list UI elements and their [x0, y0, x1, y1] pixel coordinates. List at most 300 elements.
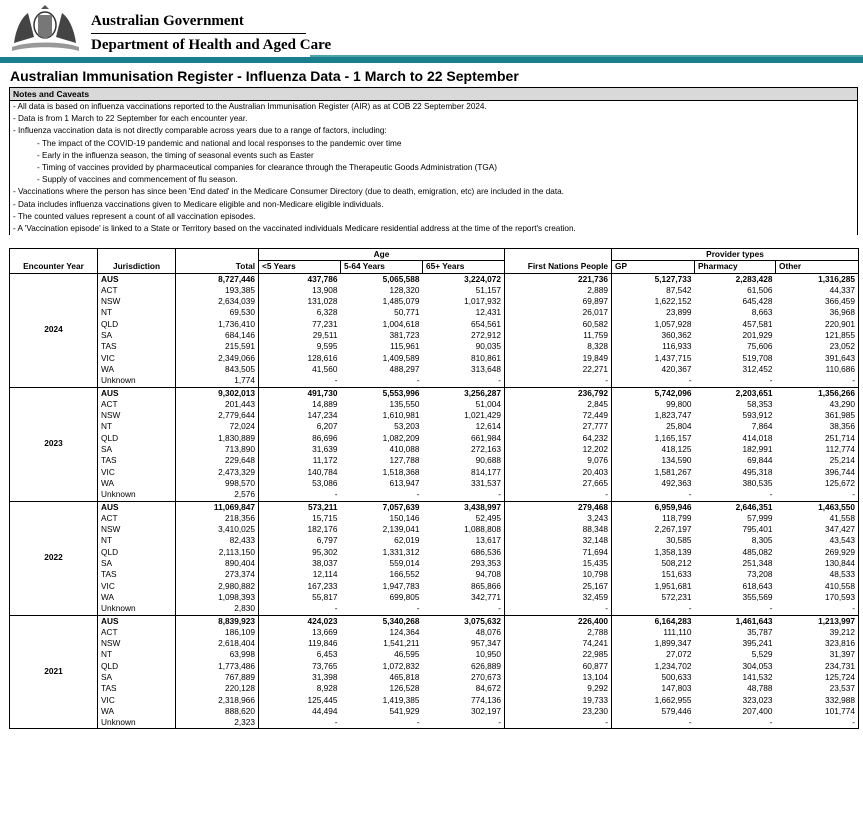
value-cell: - — [259, 489, 341, 501]
value-cell: 61,506 — [747, 284, 773, 295]
jurisdiction-cell: WA — [98, 478, 176, 489]
table-row — [10, 592, 859, 603]
jurisdiction-cell: VIC — [98, 353, 176, 364]
value-cell: 323,816 — [776, 638, 859, 649]
jurisdiction-cell: WA — [98, 706, 176, 717]
value-cell: 101,774 — [776, 706, 859, 717]
value-cell: 1,057,928 — [654, 318, 692, 329]
value-cell: 1,213,997 — [776, 615, 859, 627]
note-line: - Data includes influenza vaccinations given to Medicare eligible and non-Medicare eligible individuals. — [13, 199, 384, 209]
value-cell: 13,908 — [312, 284, 338, 295]
value-cell: 410,558 — [776, 581, 859, 592]
value-cell: 63,998 — [176, 649, 259, 660]
value-cell: 572,231 — [661, 591, 692, 602]
table-row — [10, 706, 859, 717]
value-cell: 48,533 — [776, 569, 859, 580]
value-cell: 342,771 — [423, 592, 505, 603]
value-cell: 64,232 — [505, 433, 612, 444]
value-cell: 1,088,808 — [423, 524, 505, 535]
value-cell: 2,618,404 — [176, 638, 259, 649]
value-cell: 88,348 — [505, 524, 612, 535]
value-cell: 1,234,702 — [654, 660, 692, 671]
value-cell: 12,431 — [423, 307, 505, 318]
value-cell: - — [695, 375, 776, 387]
table-row — [10, 547, 859, 558]
value-cell: 2,283,428 — [695, 273, 776, 285]
value-cell: 99,800 — [666, 398, 692, 409]
value-cell: 1,437,715 — [654, 352, 692, 363]
value-cell: 2,318,966 — [176, 695, 259, 706]
table-row — [10, 455, 859, 466]
value-cell: 12,114 — [312, 569, 338, 580]
value-cell: 26,017 — [505, 307, 612, 318]
table-row — [10, 558, 859, 569]
table-row — [10, 627, 859, 638]
value-cell: - — [423, 603, 505, 615]
value-cell: 74,241 — [505, 638, 612, 649]
value-cell: 699,805 — [389, 591, 420, 602]
header-teal-bar — [0, 57, 863, 63]
provider-group-header: Provider types — [612, 249, 859, 261]
value-cell: 48,076 — [423, 627, 505, 638]
value-cell: 51,004 — [423, 399, 505, 410]
value-cell: 1,622,152 — [654, 296, 692, 307]
value-cell: 1,082,209 — [382, 432, 420, 443]
value-cell: 25,214 — [776, 455, 859, 466]
value-cell: 684,146 — [176, 330, 259, 341]
value-cell: 890,404 — [176, 558, 259, 569]
table-row — [10, 661, 859, 672]
value-cell: 8,839,923 — [176, 615, 259, 627]
value-cell: 31,398 — [312, 671, 338, 682]
table-row — [10, 353, 859, 364]
value-cell: 29,511 — [312, 330, 338, 341]
value-cell: 229,648 — [176, 455, 259, 466]
note-line: - Data is from 1 March to 22 September for each encounter year. — [13, 114, 248, 124]
value-cell: 1,098,393 — [176, 592, 259, 603]
value-cell: 5,742,096 — [612, 387, 695, 399]
value-cell: 44,494 — [312, 705, 338, 716]
value-cell: 72,449 — [505, 410, 612, 421]
value-cell: 332,988 — [776, 695, 859, 706]
value-cell: 135,550 — [389, 398, 420, 409]
value-cell: 9,595 — [316, 341, 338, 352]
value-cell: 182,991 — [742, 444, 773, 455]
value-cell: - — [259, 717, 341, 729]
value-cell: 661,984 — [423, 433, 505, 444]
value-cell: 53,086 — [312, 477, 338, 488]
value-cell: 654,561 — [423, 319, 505, 330]
jurisdiction-cell: SA — [98, 672, 176, 683]
value-cell: 519,708 — [742, 352, 773, 363]
value-cell: 73,208 — [747, 569, 773, 580]
value-cell: - — [695, 717, 776, 729]
value-cell: 12,202 — [505, 444, 612, 455]
value-cell: 82,433 — [176, 535, 259, 546]
value-cell: 420,367 — [661, 363, 692, 374]
value-cell: 2,779,644 — [176, 410, 259, 421]
jurisdiction-cell: QLD — [98, 547, 176, 558]
value-cell: 424,023 — [259, 615, 341, 627]
value-cell: 147,234 — [307, 410, 338, 421]
value-cell: 50,771 — [394, 307, 420, 318]
value-cell: 313,648 — [423, 364, 505, 375]
value-cell: 62,019 — [394, 535, 420, 546]
value-cell: 2,139,041 — [382, 524, 420, 535]
notes-and-caveats — [9, 87, 858, 235]
value-cell: 626,889 — [423, 661, 505, 672]
value-cell: 20,403 — [505, 467, 612, 478]
value-cell: 182,176 — [307, 524, 338, 535]
page-header — [0, 0, 863, 62]
value-cell: 201,929 — [742, 330, 773, 341]
value-cell: - — [505, 603, 612, 615]
value-cell: 414,018 — [742, 432, 773, 443]
value-cell: - — [341, 717, 423, 729]
value-cell: - — [259, 375, 341, 387]
note-line: - Influenza vaccination data is not directly comparable across years due to a range of factors, including: — [13, 126, 387, 136]
value-cell: 2,980,882 — [176, 581, 259, 592]
value-cell: 221,736 — [505, 273, 612, 285]
value-cell: 58,353 — [747, 398, 773, 409]
value-cell: 1,409,589 — [382, 352, 420, 363]
value-cell: 11,172 — [312, 455, 338, 466]
value-cell: 51,157 — [423, 285, 505, 296]
value-cell: 774,136 — [423, 695, 505, 706]
col-5-64: 5-64 Years — [341, 261, 423, 273]
value-cell: 150,146 — [389, 512, 420, 523]
value-cell: 465,818 — [389, 671, 420, 682]
table-row — [10, 285, 859, 296]
table-row — [10, 399, 859, 410]
value-cell: 15,715 — [312, 512, 338, 523]
value-cell: - — [612, 717, 695, 729]
value-cell: 1,662,955 — [654, 694, 692, 705]
value-cell: 1,316,285 — [776, 273, 859, 285]
value-cell: 1,823,747 — [654, 410, 692, 421]
value-cell: - — [505, 375, 612, 387]
jurisdiction-cell: Unknown — [98, 717, 176, 729]
value-cell: 75,606 — [747, 341, 773, 352]
value-cell: 795,401 — [742, 524, 773, 535]
note-line: - The counted values represent a count of all vaccination episodes. — [13, 211, 256, 221]
value-cell: 226,400 — [505, 615, 612, 627]
col-other: Other — [776, 261, 859, 273]
value-cell: 508,212 — [661, 558, 692, 569]
value-cell: - — [341, 375, 423, 387]
value-cell: 86,696 — [312, 432, 338, 443]
value-cell: 84,672 — [423, 683, 505, 694]
table-row — [10, 672, 859, 683]
value-cell: 613,947 — [389, 477, 420, 488]
value-cell: 10,950 — [423, 649, 505, 660]
value-cell: 90,688 — [423, 455, 505, 466]
value-cell: 3,410,025 — [176, 524, 259, 535]
value-cell: 119,846 — [308, 638, 338, 649]
value-cell: 55,817 — [312, 591, 338, 602]
table-row — [10, 319, 859, 330]
value-cell: - — [423, 375, 505, 387]
header-blank — [10, 249, 98, 261]
jurisdiction-cell: TAS — [98, 341, 176, 352]
value-cell: 10,798 — [505, 569, 612, 580]
value-cell: 272,163 — [423, 444, 505, 455]
value-cell: 251,348 — [742, 558, 773, 569]
value-cell: 8,727,446 — [176, 273, 259, 285]
table-row — [10, 433, 859, 444]
value-cell: 1,774 — [176, 375, 259, 387]
table-row — [10, 569, 859, 580]
value-cell: 69,897 — [505, 296, 612, 307]
value-cell: 6,453 — [316, 649, 338, 660]
table-row — [10, 581, 859, 592]
value-cell: 1,461,643 — [695, 615, 776, 627]
table-row — [10, 638, 859, 649]
value-cell: 1,610,981 — [382, 410, 420, 421]
value-cell: 23,230 — [505, 706, 612, 717]
jurisdiction-cell: SA — [98, 444, 176, 455]
value-cell: 1,419,385 — [382, 694, 420, 705]
value-cell: 8,305 — [751, 535, 773, 546]
table-row — [10, 444, 859, 455]
value-cell: 130,844 — [776, 558, 859, 569]
value-cell: 302,197 — [423, 706, 505, 717]
jurisdiction-cell: ACT — [98, 627, 176, 638]
col-encounter-year: Encounter Year — [10, 261, 98, 273]
col-total: Total — [176, 261, 259, 273]
value-cell: 270,673 — [423, 672, 505, 683]
value-cell: 1,736,410 — [176, 319, 259, 330]
value-cell: 116,933 — [662, 341, 692, 352]
value-cell: - — [612, 489, 695, 501]
value-cell: 495,318 — [742, 466, 773, 477]
value-cell: 90,035 — [423, 341, 505, 352]
value-cell: 1,356,266 — [776, 387, 859, 399]
value-cell: 36,968 — [776, 307, 859, 318]
value-cell: - — [695, 603, 776, 615]
col-under-5: <5 Years — [259, 261, 341, 273]
value-cell: 60,582 — [505, 319, 612, 330]
value-cell: 1,485,079 — [382, 296, 420, 307]
value-cell: 347,427 — [776, 524, 859, 535]
value-cell: 39,212 — [776, 627, 859, 638]
jurisdiction-cell: Unknown — [98, 489, 176, 501]
value-cell: - — [423, 717, 505, 729]
value-cell: 11,759 — [505, 330, 612, 341]
table-body — [10, 273, 859, 729]
value-cell: 12,614 — [423, 421, 505, 432]
value-cell: 1,463,550 — [776, 501, 859, 513]
value-cell: 593,912 — [742, 410, 773, 421]
jurisdiction-cell: Unknown — [98, 375, 176, 387]
jurisdiction-cell: WA — [98, 592, 176, 603]
value-cell: 381,723 — [389, 330, 420, 341]
value-cell: 2,845 — [505, 399, 612, 410]
value-cell: 2,646,351 — [695, 501, 776, 513]
value-cell: 2,576 — [176, 489, 259, 501]
value-cell: - — [776, 489, 859, 501]
value-cell: 395,241 — [742, 638, 773, 649]
jurisdiction-cell: NSW — [98, 410, 176, 421]
value-cell: 218,356 — [176, 513, 259, 524]
value-cell: 7,864 — [751, 421, 773, 432]
value-cell: 1,358,139 — [654, 546, 692, 557]
notes-heading: Notes and Caveats — [10, 88, 857, 101]
col-first-nations: First Nations People — [505, 261, 612, 273]
jurisdiction-cell: ACT — [98, 399, 176, 410]
value-cell: 366,459 — [776, 296, 859, 307]
value-cell: 77,231 — [312, 318, 338, 329]
jurisdiction-cell: TAS — [98, 683, 176, 694]
value-cell: 3,256,287 — [423, 387, 505, 399]
value-cell: 19,733 — [505, 695, 612, 706]
value-cell: 3,224,072 — [423, 273, 505, 285]
value-cell: 128,320 — [389, 284, 420, 295]
value-cell: 1,541,211 — [383, 638, 420, 649]
value-cell: 57,999 — [747, 512, 773, 523]
table-row — [10, 603, 859, 615]
value-cell: 1,072,832 — [382, 660, 420, 671]
value-cell: 13,617 — [423, 535, 505, 546]
value-cell: 9,302,013 — [176, 387, 259, 399]
header-blank — [98, 249, 176, 261]
value-cell: 69,530 — [176, 307, 259, 318]
report-title: Australian Immunisation Register - Influenza Data - 1 March to 22 September — [10, 68, 519, 84]
value-cell: 111,110 — [663, 626, 692, 637]
value-cell: - — [505, 717, 612, 729]
value-cell: 215,591 — [176, 341, 259, 352]
value-cell: 5,553,996 — [341, 387, 423, 399]
value-cell: 457,581 — [742, 318, 773, 329]
value-cell: 147,803 — [661, 683, 692, 694]
value-cell: 1,331,312 — [382, 546, 420, 557]
value-cell: 15,435 — [505, 558, 612, 569]
value-cell: 559,014 — [389, 558, 420, 569]
value-cell: 5,529 — [751, 649, 773, 660]
jurisdiction-cell: NT — [98, 421, 176, 432]
value-cell: 1,581,267 — [654, 466, 692, 477]
table-row — [10, 717, 859, 729]
value-cell: 60,877 — [505, 661, 612, 672]
value-cell: 272,912 — [423, 330, 505, 341]
value-cell: 35,787 — [747, 626, 773, 637]
value-cell: 418,125 — [661, 444, 692, 455]
value-cell: 131,028 — [307, 296, 338, 307]
value-cell: 485,082 — [742, 546, 773, 557]
value-cell: 6,164,283 — [612, 615, 695, 627]
value-cell: 126,528 — [389, 683, 420, 694]
jurisdiction-cell: NT — [98, 649, 176, 660]
value-cell: 1,021,429 — [423, 410, 505, 421]
table-row — [10, 341, 859, 352]
table-row — [10, 513, 859, 524]
value-cell: 6,797 — [316, 535, 338, 546]
jurisdiction-cell: NSW — [98, 638, 176, 649]
jurisdiction-cell: NT — [98, 307, 176, 318]
value-cell: 391,643 — [776, 353, 859, 364]
value-cell: 1,773,486 — [176, 661, 259, 672]
encounter-year-cell: 2024 — [10, 273, 98, 387]
value-cell: 1,004,618 — [382, 318, 420, 329]
value-cell: 73,765 — [312, 660, 338, 671]
jurisdiction-cell: QLD — [98, 661, 176, 672]
value-cell: 361,985 — [776, 410, 859, 421]
value-cell: 201,443 — [176, 399, 259, 410]
government-title: Australian Government — [91, 13, 244, 29]
value-cell: 2,634,039 — [176, 296, 259, 307]
value-cell: - — [341, 489, 423, 501]
encounter-year-cell: 2023 — [10, 387, 98, 501]
value-cell: 2,203,651 — [695, 387, 776, 399]
value-cell: 396,744 — [776, 467, 859, 478]
note-line: - Timing of vaccines provided by pharmaceutical companies for clearance through the Therapeutic Goods Administration (TGA) — [37, 162, 497, 172]
value-cell: 579,446 — [661, 705, 692, 716]
jurisdiction-cell: VIC — [98, 695, 176, 706]
value-cell: 48,788 — [747, 683, 773, 694]
value-cell: 3,438,997 — [423, 501, 505, 513]
value-cell: 220,128 — [176, 683, 259, 694]
value-cell: 44,337 — [776, 285, 859, 296]
value-cell: 124,364 — [389, 626, 420, 637]
value-cell: 957,347 — [423, 638, 505, 649]
value-cell: 112,774 — [776, 444, 859, 455]
value-cell: 273,374 — [176, 569, 259, 580]
value-cell: 2,473,329 — [176, 467, 259, 478]
table-row — [10, 615, 859, 627]
value-cell: 541,929 — [389, 705, 420, 716]
value-cell: 500,633 — [661, 671, 692, 682]
value-cell: 2,349,066 — [176, 353, 259, 364]
value-cell: 2,889 — [505, 285, 612, 296]
value-cell: 234,731 — [776, 661, 859, 672]
value-cell: 5,340,268 — [341, 615, 423, 627]
value-cell: 32,148 — [505, 535, 612, 546]
value-cell: 686,536 — [423, 547, 505, 558]
table-row — [10, 683, 859, 694]
value-cell: 767,889 — [176, 672, 259, 683]
value-cell: 31,639 — [312, 444, 338, 455]
table-row — [10, 467, 859, 478]
value-cell: 6,328 — [316, 307, 338, 318]
value-cell: 220,901 — [776, 319, 859, 330]
encounter-year-cell: 2021 — [10, 615, 98, 729]
value-cell: 998,570 — [176, 478, 259, 489]
value-cell: 843,505 — [176, 364, 259, 375]
note-line: - Supply of vaccines and commencement of flu season. — [37, 175, 238, 185]
value-cell: 53,203 — [394, 421, 420, 432]
value-cell: 94,708 — [423, 569, 505, 580]
value-cell: 1,165,157 — [654, 432, 692, 443]
value-cell: 167,233 — [307, 580, 338, 591]
value-cell: 13,669 — [312, 626, 338, 637]
jurisdiction-cell: AUS — [98, 501, 176, 513]
value-cell: 27,777 — [505, 421, 612, 432]
value-cell: 6,959,946 — [612, 501, 695, 513]
value-cell: 814,177 — [423, 467, 505, 478]
value-cell: 3,243 — [505, 513, 612, 524]
value-cell: 865,866 — [423, 581, 505, 592]
influenza-data-table — [9, 248, 859, 729]
value-cell: - — [259, 603, 341, 615]
jurisdiction-cell: QLD — [98, 433, 176, 444]
value-cell: 8,928 — [316, 683, 338, 694]
jurisdiction-cell: SA — [98, 330, 176, 341]
value-cell: 151,633 — [661, 569, 692, 580]
header-divider — [91, 33, 306, 34]
value-cell: 9,292 — [505, 683, 612, 694]
value-cell: 323,023 — [742, 694, 773, 705]
table-row — [10, 501, 859, 513]
